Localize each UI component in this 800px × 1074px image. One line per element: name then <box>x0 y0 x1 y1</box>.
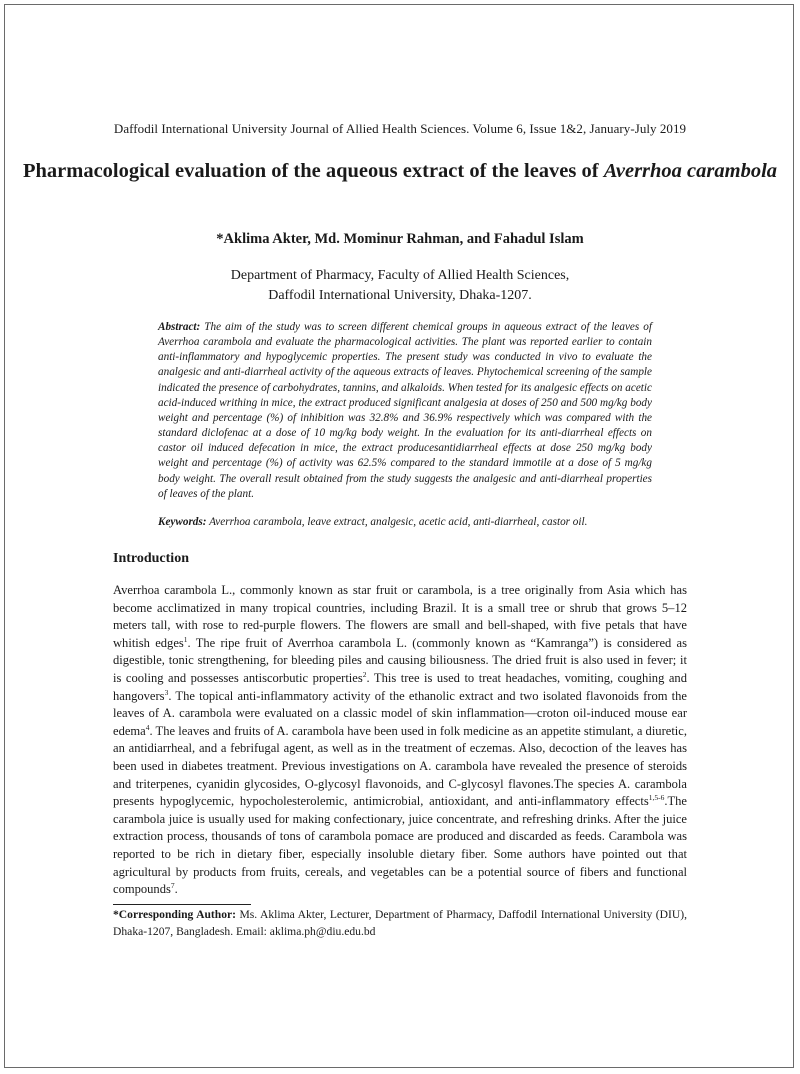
keywords-text: Averrhoa carambola, leave extract, analgesic, acetic acid, anti-diarrheal, castor oil. <box>206 516 588 528</box>
footnote-label: *Corresponding Author: <box>113 908 237 921</box>
citation-ref: 2 <box>362 669 367 679</box>
author-list: *Aklima Akter, Md. Mominur Rahman, and Fahadul Islam <box>216 231 584 247</box>
intro-text: . This tree is used to treat headaches, vomiting, coughing and hangovers <box>113 670 687 703</box>
intro-text: .The carambola juice is usually used for making confectionary, juice concentrate, and refreshing drinks. After the juice extraction process, thousands of tons of carambola pomace are produced and discarded as feeds. Carambola was reported to be rich in dietary fiber, especially insoluble dietary fiber. Some authors have pointed out that agricultural by products from fruits, cereals, and vegetables can be a potential source of fibers and functional compounds <box>113 794 687 897</box>
article-title <box>0 158 800 184</box>
journal-header: Daffodil International University Journal of Allied Health Sciences. Volume 6, Issue 1&2, January-July 2019 <box>113 121 687 136</box>
abstract-label: Abstract: <box>158 321 201 333</box>
footnote-divider <box>113 904 251 905</box>
intro-text: Averrhoa carambola L., commonly known as star fruit or carambola, is a tree originally from Asia which has become acclimatized in many tropical countries, including Brazil. It is a small tree or shrub that grows 5–12 meters tall, with rose to red-purple flowers. The flowers are small and bell-shaped, with five petals that have whitish edges <box>113 583 687 650</box>
article-title-main: Pharmacological evaluation of the aqueous extract of the leaves of <box>22 160 604 182</box>
affiliation-line-2: Daffodil International University, Dhaka-1207. <box>268 288 532 303</box>
section-heading-introduction: Introduction <box>113 551 189 566</box>
footnote-text: Ms. Aklima Akter, Lecturer, Department of Pharmacy, Daffodil International University (DIU), Dhaka-1207, Bangladesh. Email: aklima.ph@diu.edu.bd <box>113 908 687 938</box>
article-title-species: Averrhoa carambola <box>603 160 778 182</box>
citation-ref: 1,5-6 <box>648 792 665 802</box>
intro-text: . <box>174 882 178 897</box>
citation-ref: 4 <box>145 722 150 732</box>
intro-text: . The topical anti-inflammatory activity of the ethanolic extract and two isolated flavonoids from the leaves of A. carambola were evaluated on a classic model of skin inflammation—croton oil-induced mouse ear edema <box>113 688 687 738</box>
citation-ref: 1 <box>183 634 188 644</box>
intro-text: . The ripe fruit of Averrhoa carambola L. (commonly known as “Kamranga”) is considered as digestible, tonic strengthening, for bleeding piles and causing biliousness. The dried fruit is also used in fever; it is cooling and possesses antiscorbutic properties <box>113 635 687 685</box>
introduction-paragraph <box>113 582 687 899</box>
affiliation <box>0 266 800 306</box>
corresponding-author-footnote <box>113 907 687 940</box>
citation-ref: 7 <box>170 880 175 890</box>
keywords-label: Keywords: <box>158 516 207 528</box>
keywords <box>158 516 652 528</box>
intro-text: . The leaves and fruits of A. carambola have been used in folk medicine as an appetite stimulant, a diuretic, an antidiarrheal, and a febrifugal agent, as well as in the treatment of eczemas. Also, decoction of the leaves has been used in diabetes treatment. Previous investigations on A. carambola have revealed the presence of steroids and triterpenes, cyanidin glycosides, O-glycosyl flavonoids, and C-glycosyl flavones.The species A. carambola presents hypoglycemic, hypocholesterolemic, antimicrobial, antioxidant, and anti-inflammatory effects <box>113 723 687 809</box>
abstract-text: The aim of the study was to screen different chemical groups in aqueous extract of the leaves of Averrhoa carambola and evaluate the pharmacological activities. The plant was reported earlier to contain anti-inflammatory and hypoglycemic properties. The present study was conducted in vivo to evaluate the analgesic and anti-diarrheal activity of the aqueous extracts of leaves. Phytochemical screening of the sample indicated the presence of carbohydrates, tannins, and alkaloids. When tested for its analgesic effects on acetic acid-induced writhing in mice, the extract produced significant analgesia at doses of 250 and 500 mg/kg body weight and percentage (%) of inhibition was 32.8% and 36.9% respectively which was compared with the standard diclofenac at a dose of 10 mg/kg body weight. In the evaluation for its anti-diarrheal effects on castor oil induced defecation in mice, the extract producesantidiarrheal effects at dose 250 mg/kg body weight and percentage (%) of activity was 62.5% compared to the standard immotile at a dose of 5 mg/kg body weight. The overall result obtained from the study suggests the analgesic and anti-diarrheal properties of leaves of the plant. <box>158 321 652 500</box>
abstract <box>158 320 652 502</box>
affiliation-line-1: Department of Pharmacy, Faculty of Allied Health Sciences, <box>230 268 570 283</box>
citation-ref: 3 <box>164 687 169 697</box>
